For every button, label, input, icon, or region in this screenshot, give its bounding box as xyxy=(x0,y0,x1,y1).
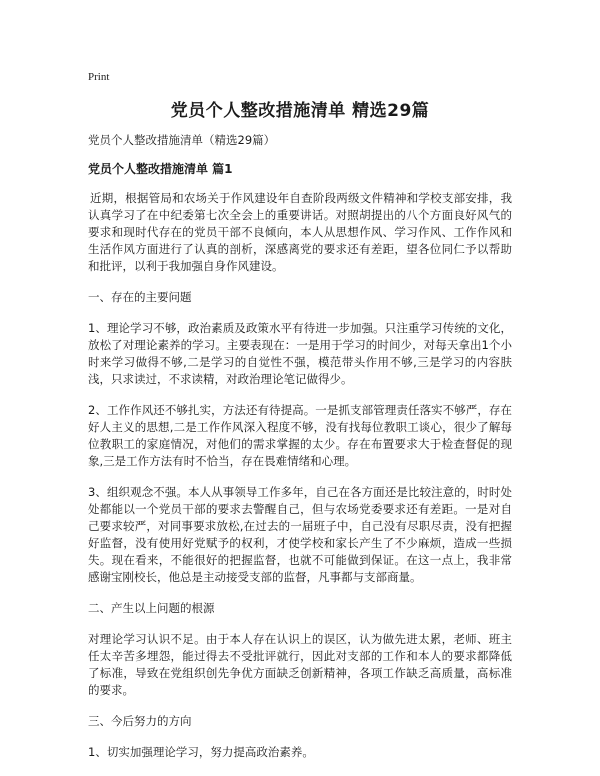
document-subtitle: 党员个人整改措施清单（精选29篇） xyxy=(88,133,276,147)
heading-future-direction: 三、今后努力的方向 xyxy=(88,714,192,728)
heading-root-causes: 二、产生以上问题的根源 xyxy=(88,601,215,615)
section-title: 党员个人整改措施清单 篇1 xyxy=(88,162,233,176)
intro-paragraph: 近期，根据管局和农场关于作风建设年自查阶段两级文件精神和学校支部安排，我认真学习了在中纪委第七次全会上的重要讲话。对照胡提出的八个方面良好风气的要求和现时代存在的党员干部不良倾向，本人从思想作风、学习作风、工作作风和生活作风方面进行了认真的剖析，深感离党的要求还有差距，望各位同仁予以帮助和批评，以利于我加强自身作风建设。 xyxy=(88,191,512,273)
problem-paragraph-2: 2、工作作风还不够扎实，方法还有待提高。一是抓支部管理责任落实不够严，存在好人主义的思想,二是工作作风深入程度不够，没有找每位教职工谈心，很少了解每位教职工的家庭情况，对他们的需求掌握的太少。存在布置要求大于检查督促的现象,三是工作方法有时不恰当，存在畏难情绪和心理。 xyxy=(88,403,512,468)
root-cause-paragraph: 对理论学习认识不足。由于本人存在认识上的误区，认为做先进太累，老师、班主任太辛苦多埋怨，能过得去不受批评就行，因此对支部的工作和本人的要求都降低了标准，导致在党组织创先争优方面缺乏创新精神，各项工作缺乏高质量，高标准的要求。 xyxy=(88,632,512,697)
direction-paragraph-1: 1、切实加强理论学习，努力提高政治素养。 xyxy=(88,745,314,759)
problem-paragraph-3: 3、组织观念不强。本人从事领导工作多年，自己在各方面还是比较注意的，时时处处都能以一个党员干部的要求去警醒自己，但与农场党委要求还有差距。一是对自己要求较严，对同事要求放松,在过去的一届班子中，自己没有尽职尽责，没有把握好监督，没有使用好党赋予的权利，才使学校和家长产生了不少麻烦，造成一些损失。现在看来，不能很好的把握监督，也就不可能做到保证。在这一点上，我非常感谢宝刚校长，他总是主动接受支部的监督，凡事都与支部商量。 xyxy=(88,485,512,584)
document-body xyxy=(88,132,512,775)
page-title: 党员个人整改措施清单 精选29篇 xyxy=(170,101,430,121)
heading-main-problems: 一、存在的主要问题 xyxy=(88,290,192,304)
problem-paragraph-1: 1、理论学习不够，政治素质及政策水平有待进一步加强。只注重学习传统的文化，放松了对理论素养的学习。主要表现在：一是用于学习的时间少，对每天拿出1个小时来学习做得不够,二是学习的自觉性不强，模范带头作用不够,三是学习的内容肤浅，只求读过，不求读精，对政治理论笔记做得少。 xyxy=(88,321,512,386)
print-link[interactable]: Print xyxy=(88,71,110,83)
